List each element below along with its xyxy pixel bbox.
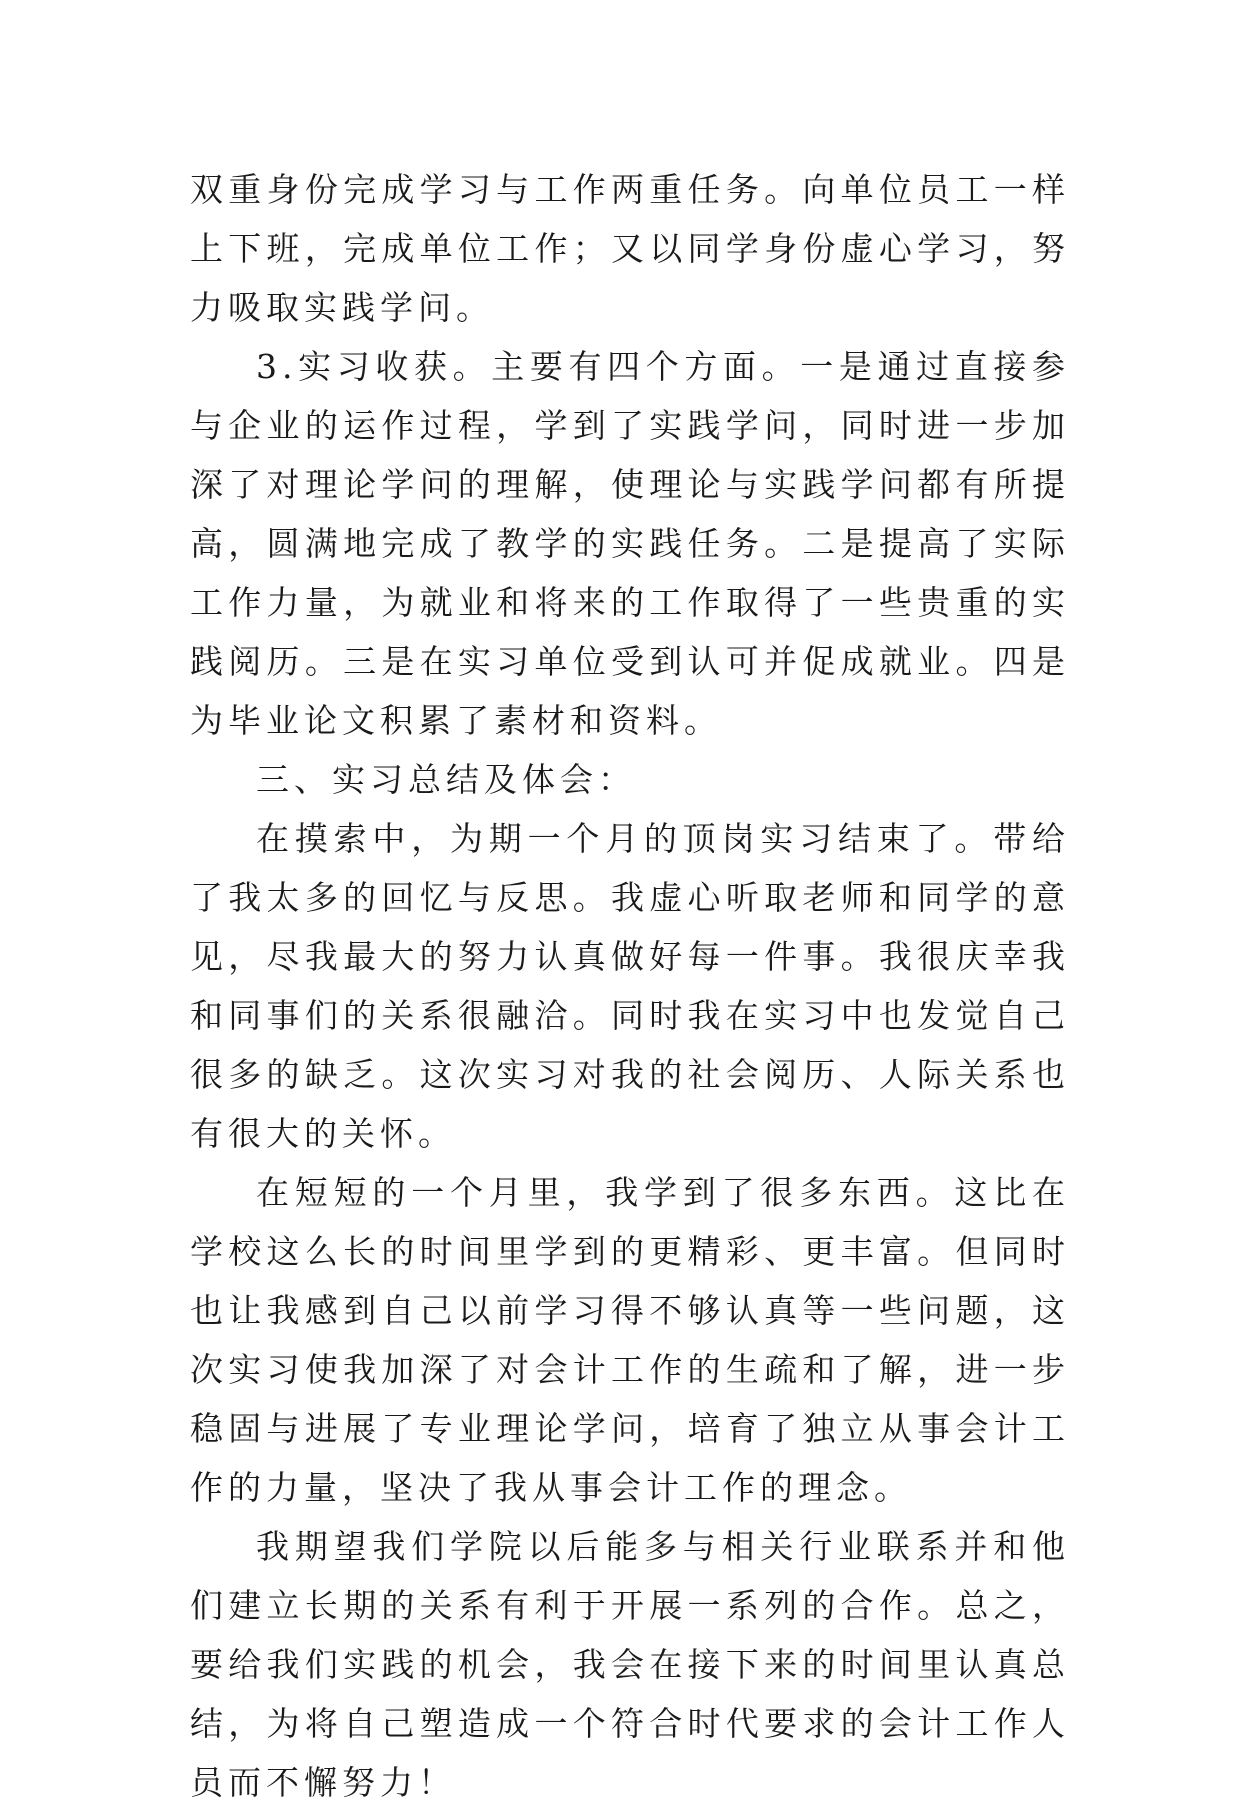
- paragraph: 双重身份完成学习与工作两重任务。向单位员工一样上下班，完成单位工作；又以同学身份虚心学习，努力吸取实践学问。: [190, 170, 1070, 327]
- paragraph: 3.实习收获。主要有四个方面。一是通过直接参与企业的运作过程，学到了实践学问，同时进一步加深了对理论学问的理解，使理论与实践学问都有所提高，圆满地完成了教学的实践任务。二是提高了实际工作力量，为就业和将来的工作取得了一些贵重的实践阅历。三是在实习单位受到认可并促成就业。四是为毕业论文积累了素材和资料。: [190, 347, 1070, 740]
- paragraph: 我期望我们学院以后能多与相关行业联系并和他们建立长期的关系有利于开展一系列的合作。总之，要给我们实践的机会，我会在接下来的时间里认真总结，为将自己塑造成一个符合时代要求的会计工作人员而不懈努力！: [190, 1527, 1070, 1802]
- paragraph: 在摸索中，为期一个月的顶岗实习结束了。带给了我太多的回忆与反思。我虚心听取老师和同学的意见，尽我最大的努力认真做好每一件事。我很庆幸我和同事们的关系很融洽。同时我在实习中也发觉自己很多的缺乏。这次实习对我的社会阅历、人际关系也有很大的关怀。: [190, 819, 1070, 1153]
- paragraph: 在短短的一个月里，我学到了很多东西。这比在学校这么长的时间里学到的更精彩、更丰富。但同时也让我感到自己以前学习得不够认真等一些问题，这次实习使我加深了对会计工作的生疏和了解，进一步稳固与进展了专业理论学问，培育了独立从事会计工作的力量，坚决了我从事会计工作的理念。: [190, 1173, 1070, 1507]
- document-body: [190, 160, 1070, 1812]
- section-heading: 三、实习总结及体会：: [256, 760, 636, 799]
